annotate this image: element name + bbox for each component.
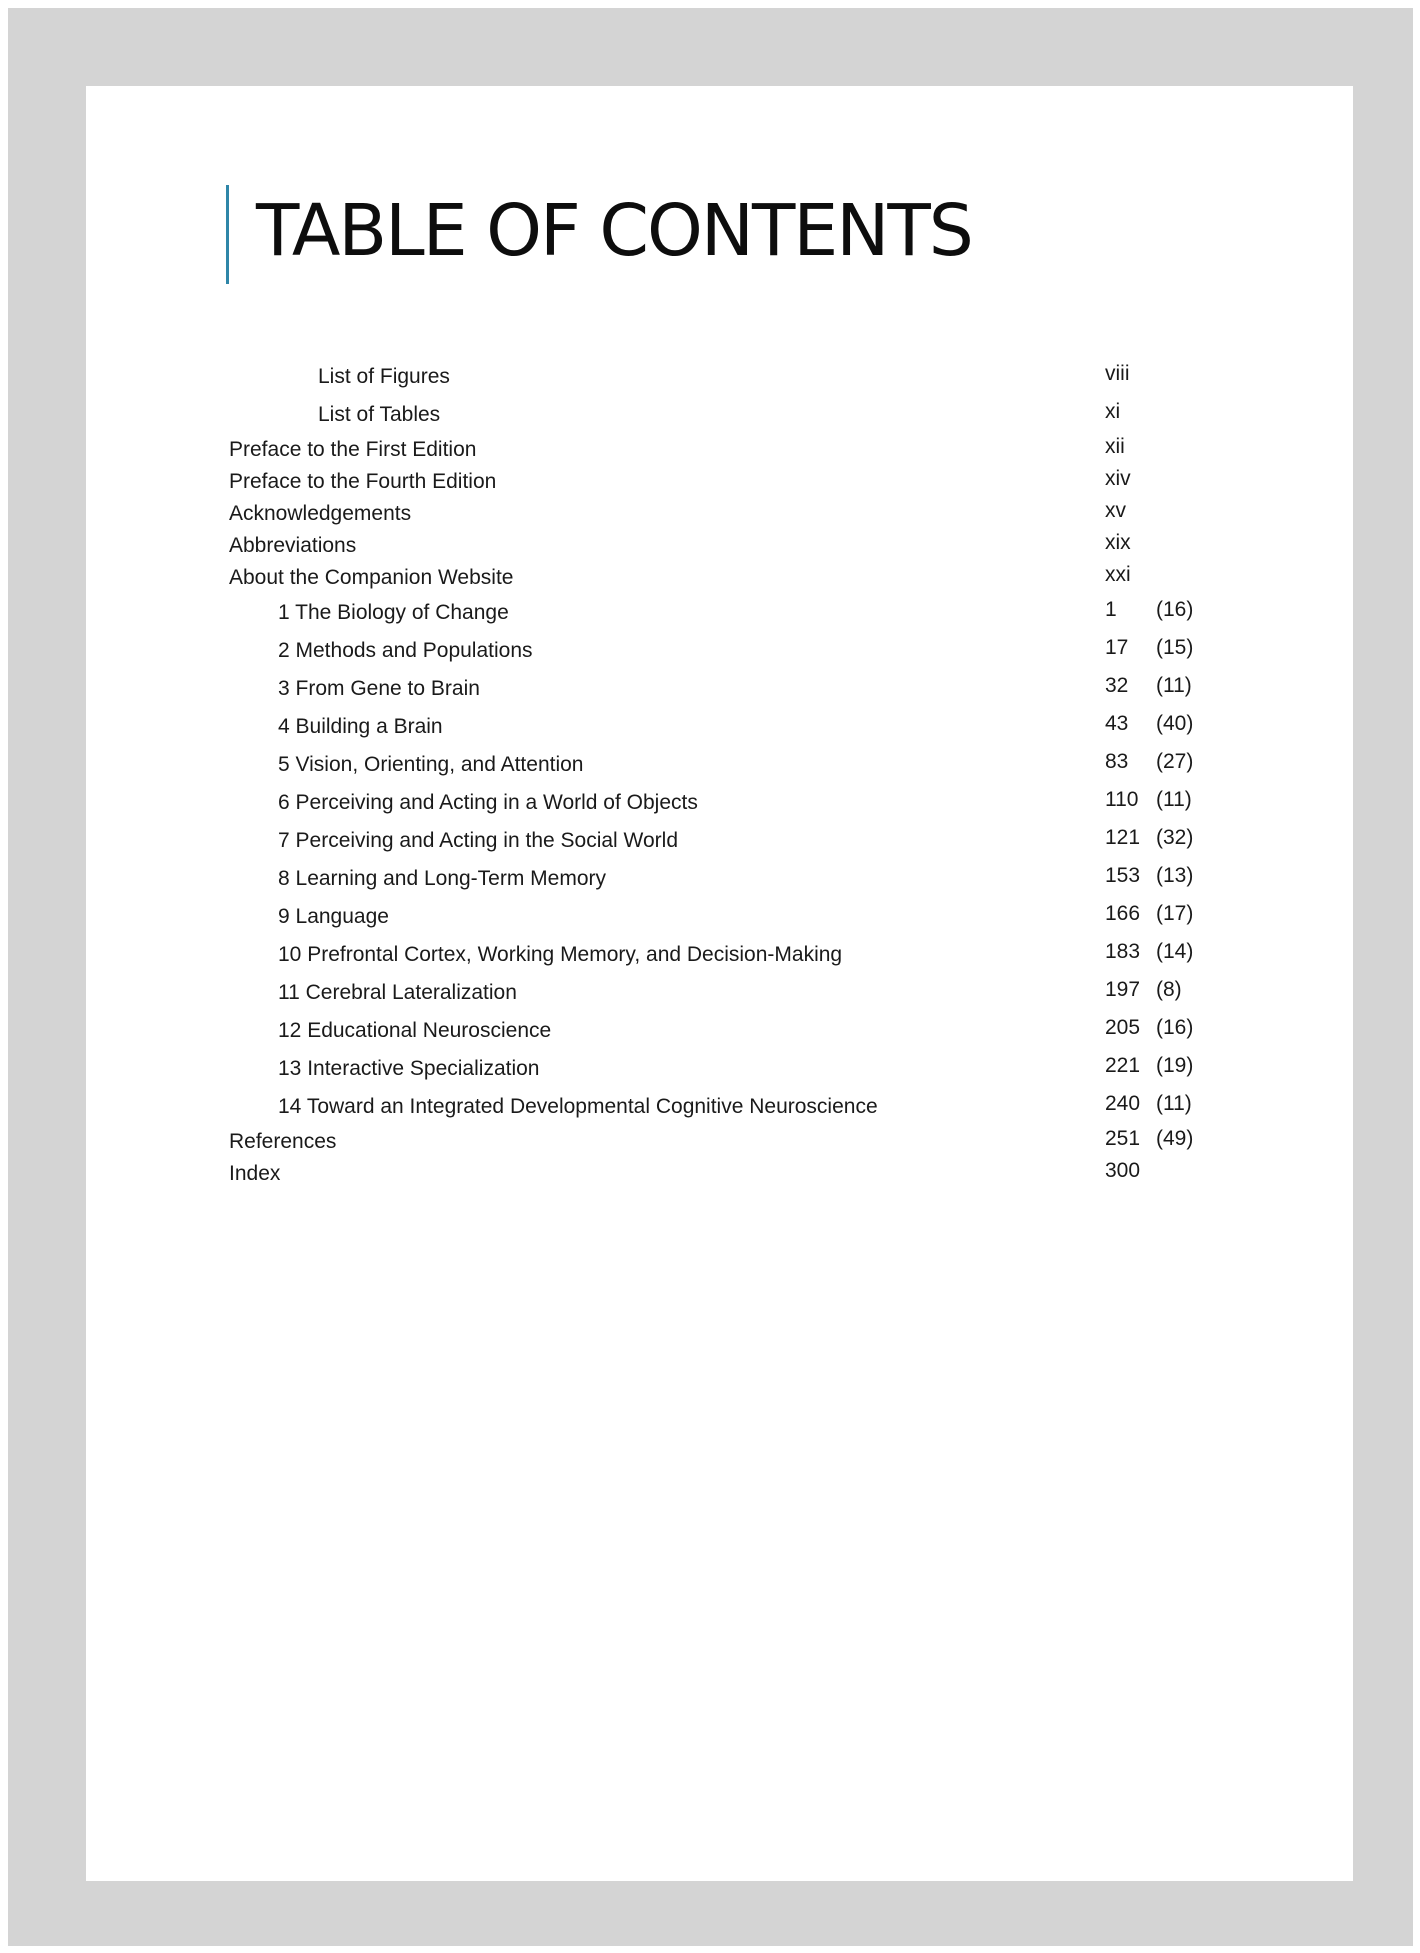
page-title: TABLE OF CONTENTS <box>256 189 972 272</box>
toc-entry-preface-fourth-edition <box>86 467 1353 500</box>
toc-entry-count: (15) <box>1156 636 1194 659</box>
toc-entry-label: Acknowledgements <box>229 502 412 525</box>
toc-entry-page: xi <box>1105 400 1121 423</box>
toc-entry-count: (27) <box>1156 750 1194 773</box>
toc-entry-label: 1 The Biology of Change <box>278 601 509 624</box>
toc-entry-page: xv <box>1105 499 1126 522</box>
toc-entry-label: 6 Perceiving and Acting in a World of Objects <box>278 791 698 814</box>
toc-entry-label: 2 Methods and Populations <box>278 639 533 662</box>
toc-entry-chapter-13 <box>86 1054 1353 1087</box>
toc-entry-index <box>86 1159 1353 1192</box>
toc-entry-page: 17 <box>1105 636 1129 659</box>
toc-entry-label: Preface to the First Edition <box>229 438 477 461</box>
toc-entry-count: (11) <box>1156 1092 1192 1115</box>
toc-entry-chapter-14 <box>86 1092 1353 1125</box>
toc-entry-count: (16) <box>1156 1016 1194 1039</box>
toc-entry-page: 43 <box>1105 712 1129 735</box>
toc-entry-page: 183 <box>1105 940 1141 963</box>
toc-entry-page: xxi <box>1105 563 1131 586</box>
toc-entry-page: xii <box>1105 435 1125 458</box>
toc-entry-chapter-6 <box>86 788 1353 821</box>
toc-entry-abbreviations <box>86 531 1353 564</box>
toc-entry-label: Preface to the Fourth Edition <box>229 470 497 493</box>
toc-entry-count: (13) <box>1156 864 1194 887</box>
toc-entry-chapter-10 <box>86 940 1353 973</box>
table-of-contents <box>86 86 1353 1881</box>
toc-entry-label: 5 Vision, Orienting, and Attention <box>278 753 584 776</box>
toc-entry-label: 7 Perceiving and Acting in the Social World <box>278 829 679 852</box>
toc-entry-count: (19) <box>1156 1054 1194 1077</box>
toc-entry-list-of-tables <box>86 400 1353 433</box>
toc-entry-page: 32 <box>1105 674 1129 697</box>
toc-entry-label: List of Tables <box>318 403 441 426</box>
toc-entry-label: 11 Cerebral Lateralization <box>278 981 517 1004</box>
toc-entry-count: (8) <box>1156 978 1182 1001</box>
toc-entry-page: 110 <box>1105 788 1139 811</box>
toc-entry-count: (17) <box>1156 902 1194 925</box>
toc-entry-label: 3 From Gene to Brain <box>278 677 480 700</box>
toc-entry-count: (16) <box>1156 598 1194 621</box>
toc-entry-acknowledgements <box>86 499 1353 532</box>
toc-entry-page: 205 <box>1105 1016 1141 1039</box>
toc-entry-references <box>86 1127 1353 1160</box>
toc-entry-companion-website <box>86 563 1353 596</box>
toc-entry-page: 300 <box>1105 1159 1141 1182</box>
toc-entry-chapter-4 <box>86 712 1353 745</box>
toc-entry-label: 9 Language <box>278 905 389 928</box>
toc-entry-label: Abbreviations <box>229 534 357 557</box>
toc-entry-chapter-3 <box>86 674 1353 707</box>
toc-entry-page: viii <box>1105 362 1130 385</box>
toc-entry-chapter-8 <box>86 864 1353 897</box>
toc-entry-label: About the Companion Website <box>229 566 514 589</box>
toc-entry-page: 197 <box>1105 978 1141 1001</box>
toc-entry-page: 251 <box>1105 1127 1141 1150</box>
toc-entry-label: References <box>229 1130 337 1153</box>
toc-entry-chapter-5 <box>86 750 1353 783</box>
toc-entry-count: (49) <box>1156 1127 1194 1150</box>
toc-entry-label: 4 Building a Brain <box>278 715 443 738</box>
toc-entry-count: (11) <box>1156 674 1192 697</box>
toc-entry-count: (11) <box>1156 788 1192 811</box>
toc-entry-page: 121 <box>1105 826 1141 849</box>
toc-entry-page: xix <box>1105 531 1131 554</box>
toc-entry-label: 14 Toward an Integrated Developmental Cognitive Neuroscience <box>278 1095 878 1118</box>
document-page <box>86 86 1353 1881</box>
page-frame <box>8 8 1413 1946</box>
toc-entry-count: (14) <box>1156 940 1194 963</box>
toc-entry-page: 83 <box>1105 750 1129 773</box>
toc-entry-label: 12 Educational Neuroscience <box>278 1019 552 1042</box>
toc-entry-list-of-figures <box>86 362 1353 395</box>
toc-entry-chapter-1 <box>86 598 1353 631</box>
toc-entry-page: xiv <box>1105 467 1131 490</box>
toc-entry-chapter-7 <box>86 826 1353 859</box>
toc-entry-page: 153 <box>1105 864 1141 887</box>
toc-entry-label: 8 Learning and Long-Term Memory <box>278 867 607 890</box>
toc-entry-chapter-9 <box>86 902 1353 935</box>
toc-entry-chapter-12 <box>86 1016 1353 1049</box>
toc-entry-page: 1 <box>1105 598 1117 621</box>
toc-entry-page: 240 <box>1105 1092 1141 1115</box>
toc-entry-label: 10 Prefrontal Cortex, Working Memory, and Decision-Making <box>278 943 843 966</box>
toc-entry-preface-first-edition <box>86 435 1353 468</box>
toc-entry-label: List of Figures <box>318 365 450 388</box>
toc-entry-chapter-2 <box>86 636 1353 669</box>
toc-entry-label: 13 Interactive Specialization <box>278 1057 540 1080</box>
toc-entry-count: (40) <box>1156 712 1194 735</box>
toc-entry-count: (32) <box>1156 826 1194 849</box>
toc-entry-chapter-11 <box>86 978 1353 1011</box>
toc-entry-label: Index <box>229 1162 281 1185</box>
toc-entry-page: 166 <box>1105 902 1141 925</box>
toc-entry-page: 221 <box>1105 1054 1141 1077</box>
